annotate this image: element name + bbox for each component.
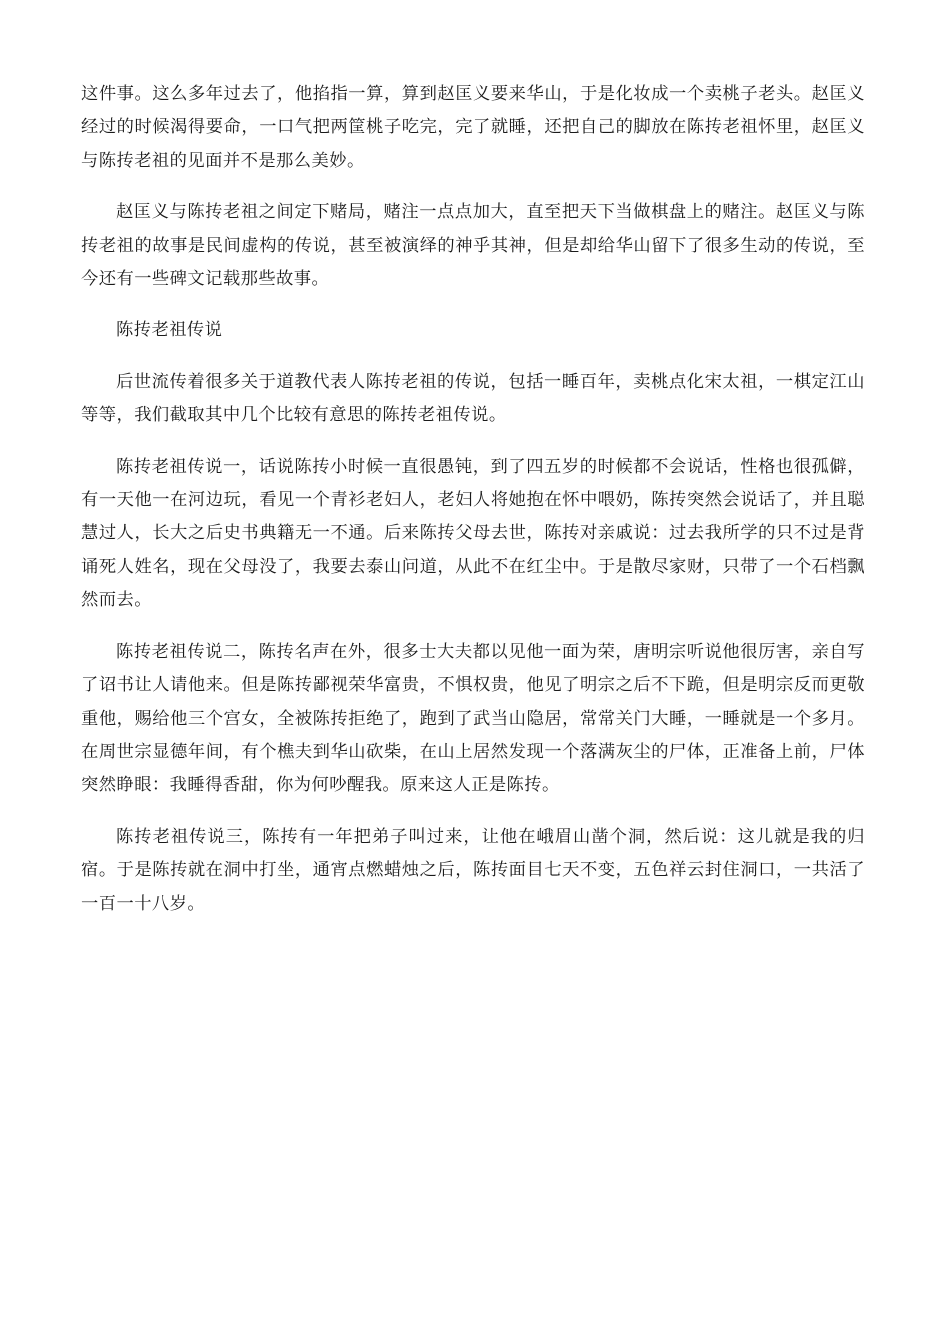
paragraph-continuation: 这件事。这么多年过去了，他掐指一算，算到赵匡义要来华山，于是化妆成一个卖桃子老头。赵匡义经过的时候渴得要命，一口气把两筐桃子吃完，完了就睡，还把自己的脚放在陈抟老祖怀里，赵匡义与陈抟老祖的见面并不是那么美妙。 — [81, 84, 865, 171]
section-heading: 陈抟老祖传说 — [116, 320, 223, 341]
paragraph-intro: 后世流传着很多关于道教代表人陈抟老祖的传说，包括一睡百年，卖桃点化宋太祖，一棋定江山等等，我们截取其中几个比较有意思的陈抟老祖传说。 — [81, 371, 865, 426]
document-body — [81, 78, 865, 939]
paragraph-legend-three: 陈抟老祖传说三，陈抟有一年把弟子叫过来，让他在峨眉山凿个洞，然后说：这儿就是我的归宿。于是陈抟就在洞中打坐，通宵点燃蜡烛之后，陈抟面目七天不变，五色祥云封住洞口，一共活了一百一十八岁。 — [81, 826, 865, 914]
paragraph-gamble: 赵匡义与陈抟老祖之间定下赌局，赌注一点点加大，直至把天下当做棋盘上的赌注。赵匡义与陈抟老祖的故事是民间虚构的传说，甚至被演绎的神乎其神，但是却给华山留下了很多生动的传说，至今还有一些碑文记载那些故事。 — [81, 202, 865, 290]
paragraph-legend-one: 陈抟老祖传说一，话说陈抟小时候一直很愚钝，到了四五岁的时候都不会说话，性格也很孤僻，有一天他一在河边玩，看见一个青衫老妇人，老妇人将她抱在怀中喂奶，陈抟突然会说话了，并且聪慧过人，长大之后史书典籍无一不通。后来陈抟父母去世，陈抟对亲戚说：过去我所学的只不过是背诵死人姓名，现在父母没了，我要去泰山问道，从此不在红尘中。于是散尽家财，只带了一个石档飘然而去。 — [81, 456, 865, 611]
paragraph-legend-two: 陈抟老祖传说二，陈抟名声在外，很多士大夫都以见他一面为荣，唐明宗听说他很厉害，亲自写了诏书让人请他来。但是陈抟鄙视荣华富贵，不惧权贵，他见了明宗之后不下跪，但是明宗反而更敬重他，赐给他三个宫女，全被陈抟拒绝了，跑到了武当山隐居，常常关门大睡，一睡就是一个多月。在周世宗显德年间，有个樵夫到华山砍柴，在山上居然发现一个落满灰尘的尸体，正准备上前，尸体突然睁眼：我睡得香甜，你为何吵醒我。原来这人正是陈抟。 — [81, 641, 865, 796]
